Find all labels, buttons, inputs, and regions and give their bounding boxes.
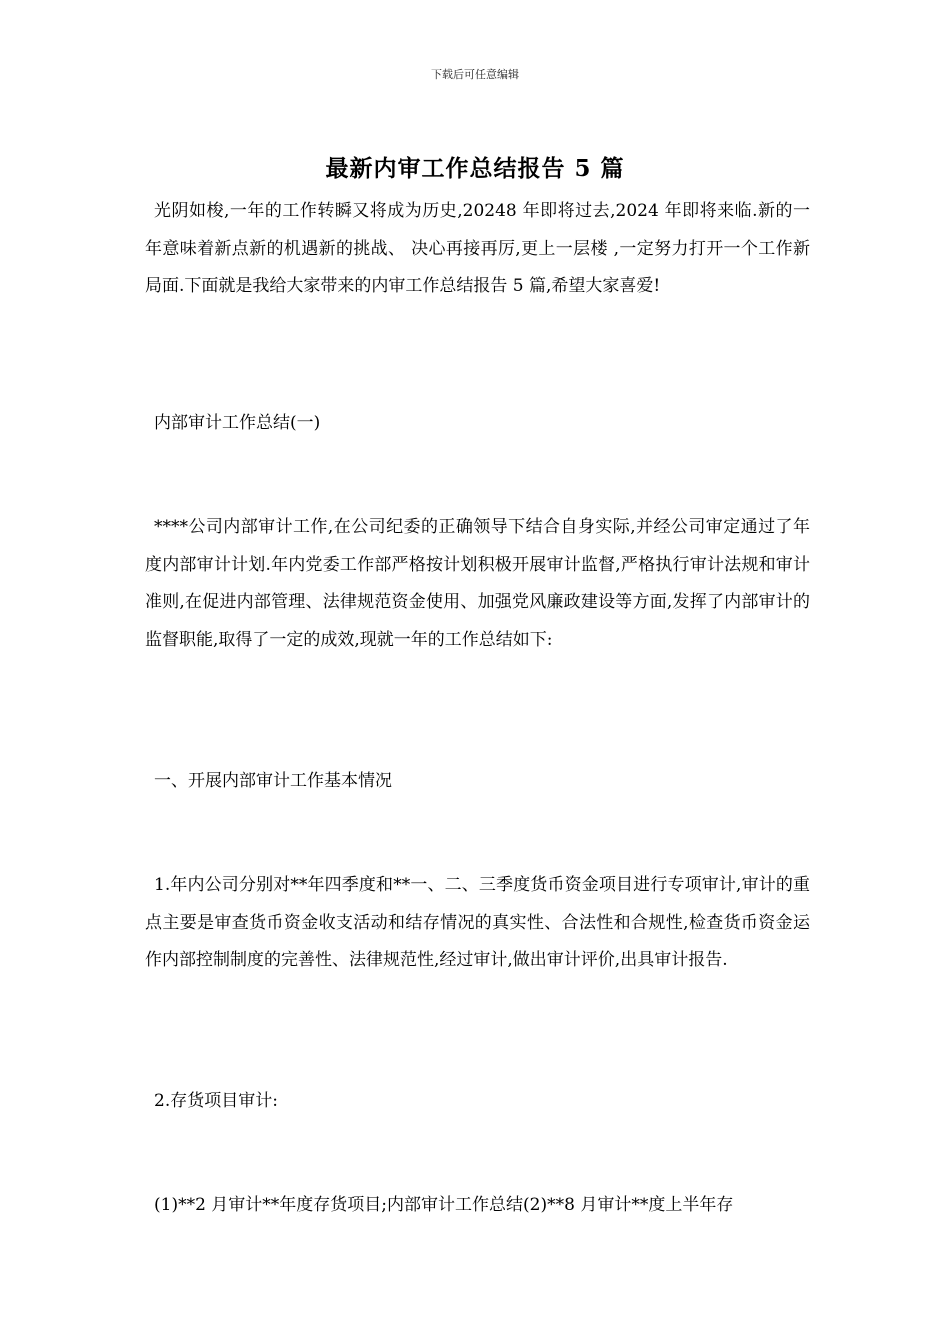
item-2-subitems-paragraph: (1)**2 月审计**年度存货项目;内部审计工作总结(2)**8 月审计**度上半年存 <box>154 1195 734 1215</box>
section-heading-summary-one: 内部审计工作总结(一) <box>154 413 321 433</box>
document-title: 最新内审工作总结报告 5 篇 <box>325 155 625 182</box>
item-1-paragraph: 1.年内公司分别对**年四季度和**一、二、三季度货币资金项目进行专项审计,审计的重点主要是审查货币资金收支活动和结存情况的真实性、合法性和合规性,检查货币资金运作内部控制制度的完善性、法律规范性,经过审计,做出审计评价,出具审计报告. <box>145 875 810 970</box>
summary-paragraph: ****公司内部审计工作,在公司纪委的正确领导下结合自身实际,并经公司审定通过了年度内部审计计划.年内党委工作部严格按计划积极开展审计监督,严格执行审计法规和审计准则,在促进内部管理、法律规范资金使用、加强党风廉政建设等方面,发挥了内部审计的监督职能,取得了一定的成效,现就一年的工作总结如下: <box>145 517 810 650</box>
intro-paragraph: 光阴如梭,一年的工作转瞬又将成为历史,20248 年即将过去,2024 年即将来临.新的一年意味着新点新的机遇新的挑战、 决心再接再厉,更上一层楼 ,一定努力打开一个工作新局面.下面就是我给大家带来的内审工作总结报告 5 篇,希望大家喜爱! <box>145 201 810 296</box>
item-2-heading: 2.存货项目审计: <box>154 1091 278 1111</box>
section-heading-basic-situation: 一、开展内部审计工作基本情况 <box>154 771 392 791</box>
header-note: 下载后可任意编辑 <box>431 68 519 81</box>
